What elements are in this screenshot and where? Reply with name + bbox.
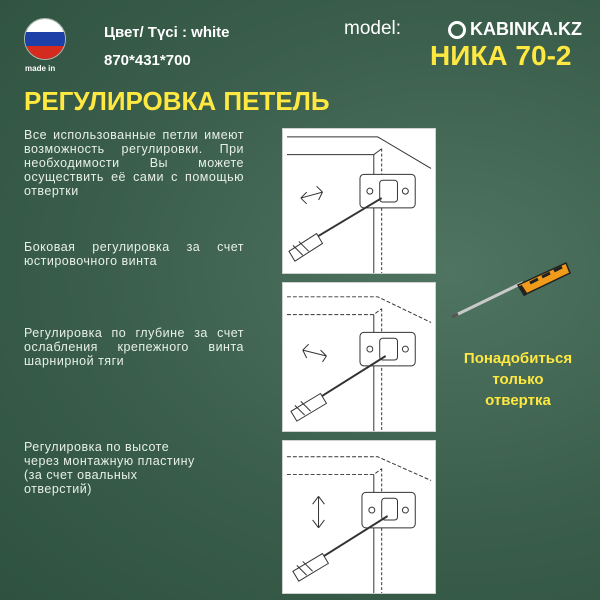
russia-flag-icon — [24, 18, 66, 60]
brand-logo — [448, 19, 582, 40]
side-adjust-illustration — [282, 128, 436, 274]
color-spec: Цвет/ Түсі : white — [104, 24, 230, 41]
section-title: РЕГУЛИРОВКА ПЕТЕЛЬ — [24, 86, 330, 116]
screwdriver-icon — [446, 255, 574, 325]
brand-name: KABINKA.KZ — [470, 19, 582, 39]
side-adjust-paragraph: Боковая регулировка за счет юстировочного винта — [24, 240, 244, 268]
intro-paragraph: Все использованные петли имеют возможность регулировки. При необходимости Вы можете осуществить её сами с помощью отвертки — [24, 128, 244, 198]
made-in-label: made in — [25, 64, 56, 73]
height-adjust-paragraph: Регулировка по высоте через монтажную пластину (за счет овальных отверстий) — [24, 440, 195, 496]
height-adjust-illustration — [282, 440, 436, 594]
depth-adjust-paragraph: Регулировка по глубине за счет ослабления крепежного винта шарнирной тяги — [24, 326, 244, 368]
tool-note — [448, 348, 588, 411]
kabinka-logo-icon — [448, 21, 466, 39]
model-label: model: — [344, 18, 402, 39]
model-name: НИКА 70-2 — [430, 40, 572, 71]
tool-note-line-1: Понадобиться — [463, 350, 573, 367]
tool-note-line-3: отвертка — [485, 392, 551, 409]
depth-adjust-illustration — [282, 282, 436, 432]
dimensions-spec: 870*431*700 — [104, 52, 191, 69]
tool-note-line-2: только — [492, 371, 544, 388]
